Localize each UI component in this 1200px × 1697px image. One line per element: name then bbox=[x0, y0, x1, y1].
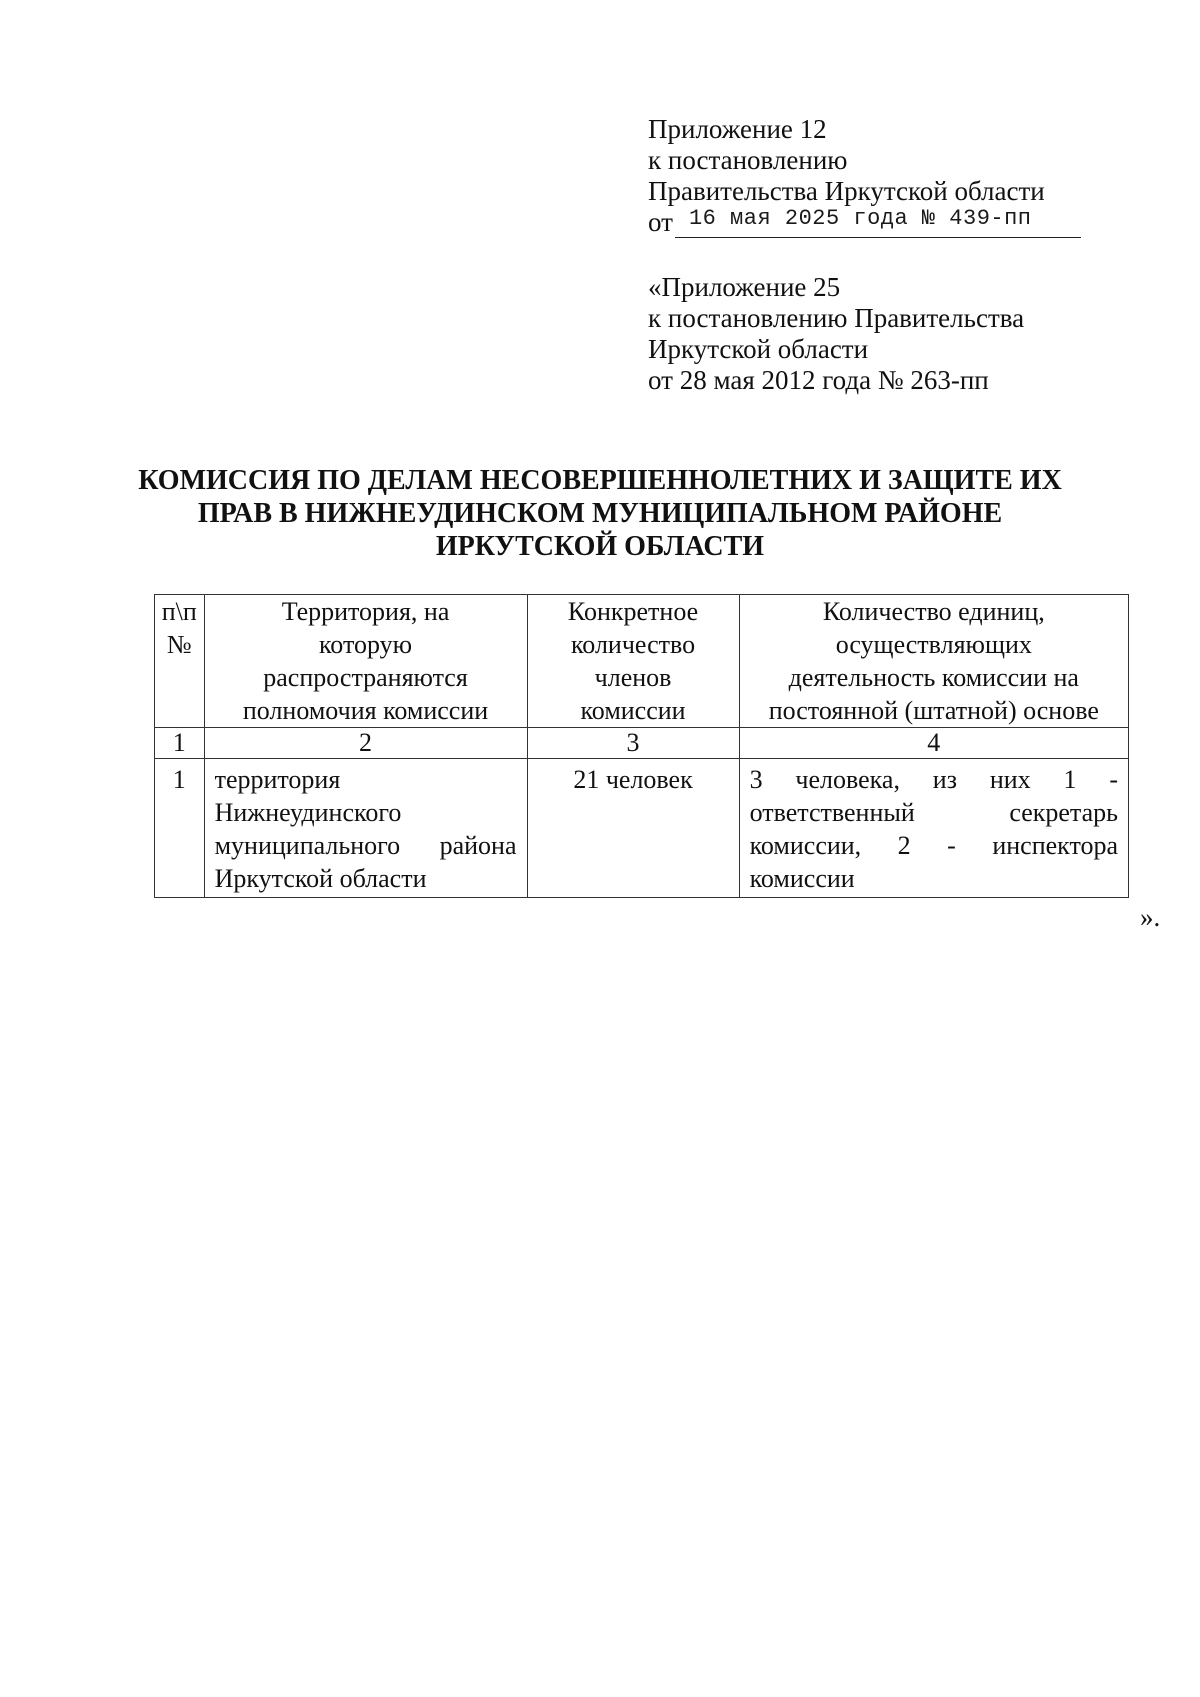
header-text: постоянной (штатной) основе bbox=[768, 696, 1099, 725]
table-row bbox=[155, 759, 1129, 898]
header-text: распространяются bbox=[263, 663, 468, 692]
appendix-date-stamp: 16 мая 2025 года № 439-пп bbox=[688, 206, 1032, 231]
column-number-cell: 4 bbox=[739, 728, 1128, 759]
header-cell-staff bbox=[739, 595, 1128, 728]
header-text: № bbox=[166, 630, 192, 659]
quoted-appendix-line-2: к постановлению Правительства bbox=[648, 303, 1025, 333]
table-header-row bbox=[155, 595, 1129, 728]
header-text: п\п bbox=[161, 597, 197, 626]
appendix-header bbox=[648, 114, 1088, 238]
quoted-appendix-line-3: Иркутской области bbox=[648, 334, 869, 364]
closing-quote: ». bbox=[1140, 902, 1161, 932]
appendix-header-line-3: Правительства Иркутской области bbox=[648, 176, 1045, 206]
column-number-cell: 1 bbox=[155, 728, 205, 759]
column-number-cell: 3 bbox=[527, 728, 739, 759]
header-text: Количество единиц, bbox=[822, 597, 1045, 626]
header-text: осуществляющих bbox=[835, 630, 1032, 659]
header-text: полномочия комиссии bbox=[242, 696, 489, 725]
document-title-line-1: КОМИССИЯ ПО ДЕЛАМ НЕСОВЕРШЕННОЛЕТНИХ И ЗАЩИТЕ ИХ bbox=[138, 465, 1062, 496]
appendix-from-word: от bbox=[648, 207, 673, 237]
quoted-appendix-line-1: «Приложение 25 bbox=[648, 272, 841, 302]
header-text: количество bbox=[570, 630, 696, 659]
quoted-appendix bbox=[648, 272, 1088, 396]
document-title-line-2: ПРАВ В НИЖНЕУДИНСКОМ МУНИЦИПАЛЬНОМ РАЙОНЕ bbox=[197, 498, 1003, 529]
column-number-row bbox=[155, 728, 1129, 759]
header-cell-number bbox=[155, 595, 205, 728]
header-text: членов bbox=[594, 663, 672, 692]
header-text: деятельность комиссии на bbox=[788, 663, 1079, 692]
header-text: которую bbox=[319, 630, 413, 659]
header-text: Конкретное bbox=[567, 597, 699, 626]
document-title-line-3: ИРКУТСКОЙ ОБЛАСТИ bbox=[435, 531, 765, 562]
appendix-date-line bbox=[648, 207, 1088, 238]
appendix-header-line-2: к постановлению bbox=[648, 145, 848, 175]
row-territory-cell: территория Нижнеудинского муниципального района Иркутской области bbox=[204, 759, 527, 898]
row-members-cell: 21 человек bbox=[527, 759, 739, 898]
header-text: комиссии bbox=[580, 696, 686, 725]
row-staff-cell: 3 человека, из них 1 - ответственный секретарь комиссии, 2 - инспектора комиссии bbox=[739, 759, 1128, 898]
appendix-header-line-1: Приложение 12 bbox=[648, 114, 827, 144]
quoted-appendix-line-4: от 28 мая 2012 года № 263-пп bbox=[648, 365, 989, 395]
header-text: Территория, на bbox=[281, 597, 450, 626]
header-cell-members bbox=[527, 595, 739, 728]
header-cell-territory bbox=[204, 595, 527, 728]
row-number-cell: 1 bbox=[155, 759, 205, 898]
document-title bbox=[130, 464, 1070, 563]
commission-table bbox=[154, 594, 1129, 898]
appendix-date-underline bbox=[675, 206, 1081, 238]
column-number-cell: 2 bbox=[204, 728, 527, 759]
